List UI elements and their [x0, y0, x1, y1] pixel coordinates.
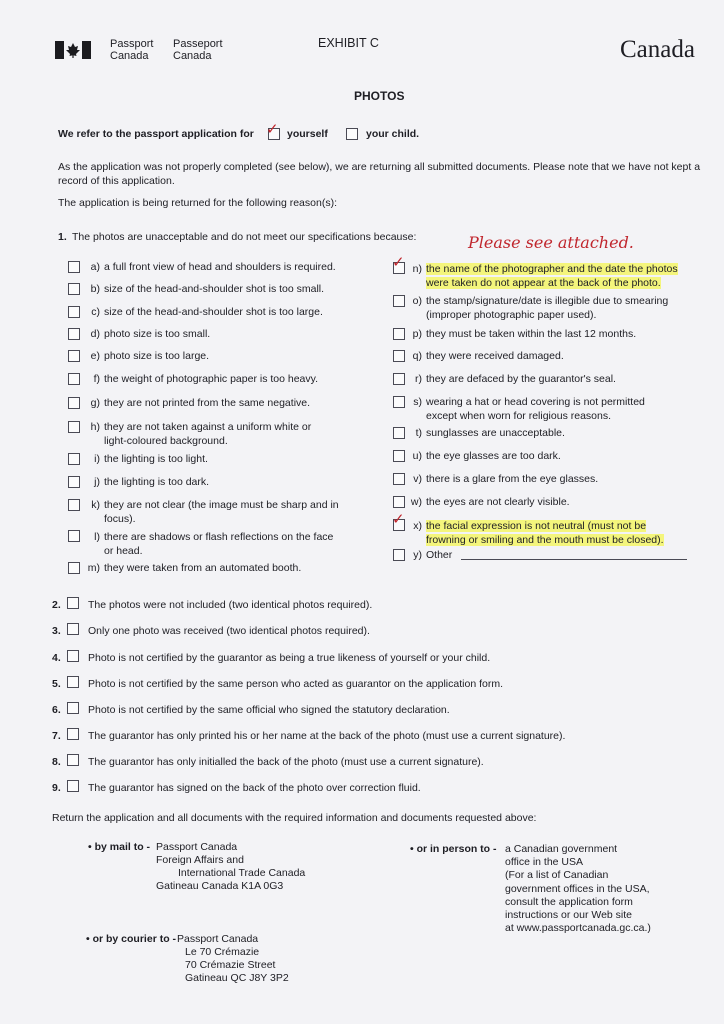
reason-text: the lighting is too light. [104, 453, 208, 465]
reason-text: frowning or smiling and the mouth must be closed). [426, 534, 664, 546]
reason-i [82, 452, 208, 466]
reason-m [82, 561, 301, 575]
address-line: at www.passportcanada.gc.ca.) [505, 922, 651, 935]
item-8-text: The guarantor has only initialled the back of the photo (must use a current signature). [88, 756, 484, 768]
reason-label: v) [413, 473, 422, 485]
item-number: 4. [52, 652, 61, 664]
reason-k [82, 498, 339, 526]
reason-n [404, 262, 678, 290]
reason-text: the eyes are not clearly visible. [426, 496, 570, 508]
reason-label: p) [412, 328, 422, 340]
reason-label: x) [413, 520, 422, 532]
flag-logo [55, 41, 91, 59]
reason-text: light-coloured background. [104, 435, 228, 447]
item-number: 3. [52, 625, 61, 637]
reason-label: g) [90, 397, 100, 409]
agency-line: Canada [173, 50, 212, 62]
reason-text: size of the head-and-shoulder shot is too large. [104, 306, 323, 318]
address-line: government offices in the USA, [505, 882, 650, 895]
checkbox-reason-l[interactable] [68, 530, 80, 542]
reason-text: photo size is too large. [104, 350, 210, 362]
reason-text: focus). [104, 513, 136, 525]
reason-text: the weight of photographic paper is too heavy. [104, 373, 319, 385]
address-line: 70 Crémazie Street [185, 959, 276, 971]
page-title: PHOTOS [354, 89, 405, 103]
checkbox-reason-i[interactable] [68, 453, 80, 465]
reason-label: q) [412, 350, 422, 362]
item-7-text: The guarantor has only printed his or her name at the back of the photo (must use a current signature). [88, 730, 566, 742]
item-number: 7. [52, 730, 61, 742]
reason-d [82, 327, 210, 341]
checkbox-item-9[interactable] [67, 780, 79, 792]
address-line: a Canadian government [505, 843, 618, 855]
reason-text: they must be taken within the last 12 months. [426, 328, 637, 340]
reason-e [82, 349, 209, 363]
agency-line: Passport [110, 38, 154, 50]
address-line: Foreign Affairs and [156, 854, 244, 866]
reason-c [82, 305, 323, 319]
reason-text: they were taken from an automated booth. [104, 562, 302, 574]
reason-text: photo size is too small. [104, 328, 211, 340]
reason-a [82, 260, 336, 274]
reason-label: w) [410, 496, 422, 508]
reason-label: e) [90, 350, 100, 362]
reason-w [404, 495, 570, 509]
checkmark-icon: ✓ [266, 120, 279, 138]
address-line: Gatineau QC J8Y 3P2 [185, 972, 289, 984]
address-line: Le 70 Crémazie [185, 946, 260, 958]
reason-label: i) [94, 453, 100, 465]
reason-text: a full front view of head and shoulders is required. [104, 261, 336, 273]
in-person-address [505, 843, 651, 935]
address-line: Gatineau Canada K1A 0G3 [156, 880, 284, 892]
checkbox-item-8[interactable] [67, 754, 79, 766]
item-number: 6. [52, 704, 61, 716]
checkbox-item-5[interactable] [67, 676, 79, 688]
checkbox-reason-m[interactable] [68, 562, 80, 574]
checkbox-reason-j[interactable] [68, 476, 80, 488]
reason-label: u) [412, 450, 422, 462]
reason-label: d) [90, 328, 100, 340]
checkbox-item-3[interactable] [67, 623, 79, 635]
reason-t [404, 426, 565, 440]
reason-text: sunglasses are unacceptable. [426, 427, 565, 439]
reason-text: there are shadows or flash reflections on the face [104, 531, 334, 543]
reason-h [82, 420, 311, 448]
checkbox-item-4[interactable] [67, 650, 79, 662]
reason-text: they are not taken against a uniform white or [104, 421, 312, 433]
checkmark-icon: ✓ [392, 510, 405, 528]
reason-y [404, 548, 452, 562]
checkbox-reason-g[interactable] [68, 397, 80, 409]
checkbox-reason-f[interactable] [68, 373, 80, 385]
address-line: International Trade Canada [178, 867, 306, 879]
item-2-text: The photos were not included (two identical photos required). [88, 599, 373, 611]
item-number: 8. [52, 756, 61, 768]
reason-label: y) [413, 549, 422, 561]
reasons-intro: The application is being returned for the following reason(s): [58, 197, 337, 209]
courier-address [177, 933, 289, 985]
reason-label: a) [90, 261, 100, 273]
reason-text: size of the head-and-shoulder shot is too small. [104, 283, 325, 295]
reason-text: the lighting is too dark. [104, 476, 210, 488]
intro-paragraph: As the application was not properly completed (see below), we are returning all submitted documents. Please note that we have not kept a record of this application. [58, 161, 701, 187]
reason-v [404, 472, 598, 486]
reason-text: (improper photographic paper used). [426, 309, 597, 321]
in-person-label: • or in person to - [410, 843, 497, 855]
reason-text: the eye glasses are too dark. [426, 450, 561, 462]
checkbox-reason-b[interactable] [68, 283, 80, 295]
reason-l [82, 530, 333, 558]
checkbox-item-2[interactable] [67, 597, 79, 609]
address-line: consult the application form [505, 895, 633, 908]
mail-address [156, 841, 305, 893]
reason-label: r) [415, 373, 422, 385]
reason-text: Other [426, 549, 453, 561]
checkbox-reason-h[interactable] [68, 421, 80, 433]
reason-o [404, 294, 668, 322]
reason-f [82, 372, 318, 386]
address-line: office in the USA [505, 856, 584, 869]
reason-label: k) [91, 499, 100, 511]
reason-text: they are defaced by the guarantor's seal. [426, 373, 616, 385]
reason-text: wearing a hat or head covering is not permitted [426, 396, 645, 408]
reason-q [404, 349, 564, 363]
agency-line: Passeport [173, 38, 223, 50]
checkbox-your-child[interactable] [346, 128, 358, 140]
reason-text: were taken do not appear at the back of the photo. [426, 277, 661, 289]
agency-name-fr [173, 38, 223, 62]
item-6-text: Photo is not certified by the same official who signed the statutory declaration. [88, 704, 450, 716]
reason-text: the name of the photographer and the date the photos [426, 263, 678, 275]
reason-label: h) [90, 421, 100, 433]
reason-label: j) [94, 476, 100, 488]
item-4-text: Photo is not certified by the guarantor as being a true likeness of yourself or your child. [88, 652, 491, 664]
section-1-heading: The photos are unacceptable and do not meet our specifications because: [72, 231, 417, 243]
mail-label: • by mail to - [88, 841, 151, 853]
option-your-child: your child. [366, 128, 420, 140]
reason-x [404, 519, 664, 547]
handwritten-note: Please see attached. [468, 233, 634, 252]
checkbox-reason-k[interactable] [68, 499, 80, 511]
checkbox-reason-a[interactable] [68, 261, 80, 273]
address-line: (For a list of Canadian [505, 869, 609, 882]
checkbox-reason-d[interactable] [68, 328, 80, 340]
reason-label: o) [412, 295, 422, 307]
reason-label: l) [94, 531, 100, 543]
item-number: 2. [52, 599, 61, 611]
exhibit-label: EXHIBIT C [318, 36, 379, 50]
address-line: Passport Canada [177, 933, 259, 945]
reason-text: they are not clear (the image must be sharp and in [104, 499, 339, 511]
item-5-text: Photo is not certified by the same person who acted as guarantor on the application form. [88, 678, 503, 690]
address-line: instructions or our Web site [505, 909, 633, 922]
other-input-line[interactable] [461, 559, 687, 560]
reason-label: c) [91, 306, 100, 318]
item-number: 5. [52, 678, 61, 690]
return-instructions: Return the application and all documents with the required information and documents requested above: [52, 812, 537, 824]
checkbox-item-6[interactable] [67, 702, 79, 714]
reason-text: the stamp/signature/date is illegible due to smearing [426, 295, 669, 307]
address-line: Passport Canada [156, 841, 238, 853]
option-yourself: yourself [287, 128, 328, 140]
checkbox-reason-c[interactable] [68, 306, 80, 318]
reason-s [404, 395, 645, 423]
reason-text: except when worn for religious reasons. [426, 410, 612, 422]
checkbox-reason-e[interactable] [68, 350, 80, 362]
reason-text: the facial expression is not neutral (must not be [426, 520, 647, 532]
reason-text: or head. [104, 545, 143, 557]
reason-label: s) [413, 396, 422, 408]
checkmark-icon: ✓ [392, 253, 405, 271]
item-number: 9. [52, 782, 61, 794]
reason-label: m) [87, 562, 100, 574]
reason-label: b) [90, 283, 100, 295]
reason-g [82, 396, 310, 410]
reason-u [404, 449, 561, 463]
agency-name-en [110, 38, 153, 62]
item-3-text: Only one photo was received (two identical photos required). [88, 625, 370, 637]
canada-wordmark: Canada [620, 36, 695, 63]
reason-label: f) [93, 373, 100, 385]
reason-text: they are not printed from the same negative. [104, 397, 311, 409]
agency-line: Canada [110, 50, 149, 62]
reason-j [82, 475, 209, 489]
reason-r [404, 372, 616, 386]
reason-label: n) [412, 263, 422, 275]
section-number: 1. [58, 231, 67, 243]
reason-b [82, 282, 324, 296]
reason-text: they were received damaged. [426, 350, 564, 362]
reason-p [404, 327, 636, 341]
reason-label: t) [415, 427, 422, 439]
courier-label: • or by courier to - [86, 933, 177, 945]
refer-intro: We refer to the passport application for [58, 128, 254, 140]
item-9-text: The guarantor has signed on the back of the photo over correction fluid. [88, 782, 421, 794]
reason-text: there is a glare from the eye glasses. [426, 473, 599, 485]
checkbox-item-7[interactable] [67, 728, 79, 740]
